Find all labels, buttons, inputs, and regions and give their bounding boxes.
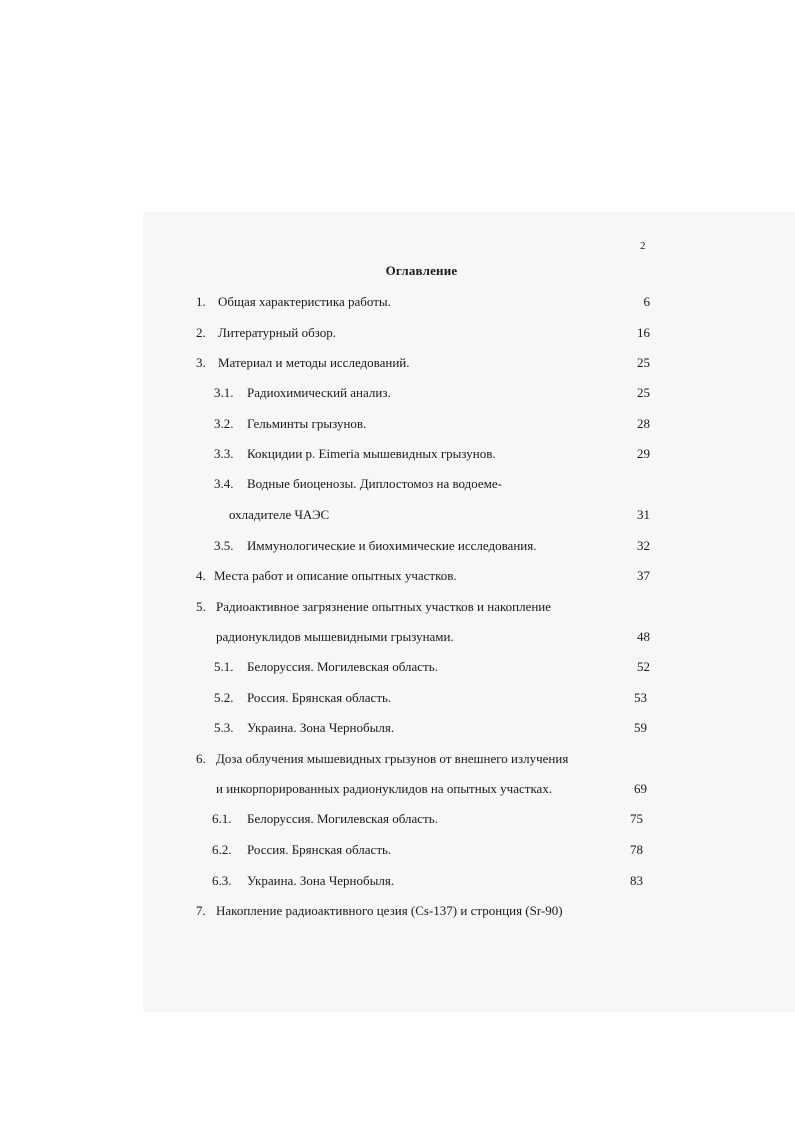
toc-entry-page: 75 [630, 811, 643, 826]
toc-entry-page: 6 [643, 294, 650, 309]
toc-entry-title-continued: и инкорпорированных радионуклидов на опытных участках. [216, 781, 553, 796]
toc-entry-title: Россия. Брянская область. [247, 690, 392, 705]
toc-entry-title: Накопление радиоактивного цезия (Cs-137) и стронция (Sr-90) [216, 903, 563, 918]
toc-entry-number: 6.3. [212, 873, 232, 888]
toc-entry-number: 7. [196, 903, 206, 918]
toc-entry-number: 5.1. [214, 659, 234, 674]
toc-entry-number: 3.4. [214, 476, 234, 491]
toc-entry-number: 3. [196, 355, 206, 370]
toc-entry-page: 69 [634, 781, 647, 796]
toc-entry-number: 3.1. [214, 385, 234, 400]
toc-entry-title: Радиоактивное загрязнение опытных участков и накопление [216, 599, 552, 614]
toc-entry-number: 3.3. [214, 446, 234, 461]
toc-entry-title: Белоруссия. Могилевская область. [247, 659, 438, 674]
toc-entry-title: Общая характеристика работы. [218, 294, 391, 309]
toc-entry-title: Радиохимический анализ. [247, 385, 391, 400]
toc-entry-title: Места работ и описание опытных участков. [214, 568, 457, 583]
toc-entry-title: Водные биоценозы. Диплостомоз на водоеме- [247, 476, 503, 491]
toc-entry-page: 53 [634, 690, 647, 705]
toc-entry-number: 6.1. [212, 811, 232, 826]
toc-entry-number: 4. [196, 568, 206, 583]
toc-entry-page: 25 [637, 355, 650, 370]
toc-entry-page: 78 [630, 842, 643, 857]
toc-entry-page: 31 [637, 507, 650, 522]
toc-title: Оглавление [385, 263, 458, 278]
toc-entry-page: 48 [637, 629, 650, 644]
toc-entry-title: Литературный обзор. [218, 325, 336, 340]
toc-entry-number: 6.2. [212, 842, 232, 857]
toc-entry-page: 37 [637, 568, 650, 583]
toc-entry-page: 32 [637, 538, 650, 553]
toc-entry-title: Украина. Зона Чернобыля. [247, 873, 395, 888]
toc-entry-page: 25 [637, 385, 650, 400]
toc-entry-title: Украина. Зона Чернобыля. [247, 720, 395, 735]
toc-entry-page: 59 [634, 720, 647, 735]
toc-entry-page: 16 [637, 325, 650, 340]
toc-entry-number: 5.3. [214, 720, 234, 735]
toc-entry-page: 83 [630, 873, 643, 888]
toc-entry-number: 3.5. [214, 538, 234, 553]
toc-entry-title: Гельминты грызунов. [247, 416, 367, 431]
page-number: 2 [640, 240, 646, 252]
toc-entry-number: 2. [196, 325, 206, 340]
toc-entry-number: 6. [196, 751, 206, 766]
toc-entry-title-continued: охладителе ЧАЭС [229, 507, 330, 522]
toc-entry-page: 28 [637, 416, 650, 431]
toc-entry-number: 1. [196, 294, 206, 309]
toc-entry-title: Белоруссия. Могилевская область. [247, 811, 438, 826]
toc-entry-title-continued: радионуклидов мышевидными грызунами. [216, 629, 454, 644]
toc-entry-page: 52 [637, 659, 650, 674]
toc-entry-title: Иммунологические и биохимические исследования. [247, 538, 537, 553]
toc-entry-number: 5.2. [214, 690, 234, 705]
toc-entry-number: 5. [196, 599, 206, 614]
toc-entry-number: 3.2. [214, 416, 234, 431]
toc-entry-page: 29 [637, 446, 650, 461]
toc-entry-title: Материал и методы исследований. [218, 355, 410, 370]
toc-entry-title: Россия. Брянская область. [247, 842, 392, 857]
toc-entry-title: Доза облучения мышевидных грызунов от внешнего излучения [216, 751, 569, 766]
toc-entry-title: Кокцидии р. Eimeria мышевидных грызунов. [247, 446, 496, 461]
